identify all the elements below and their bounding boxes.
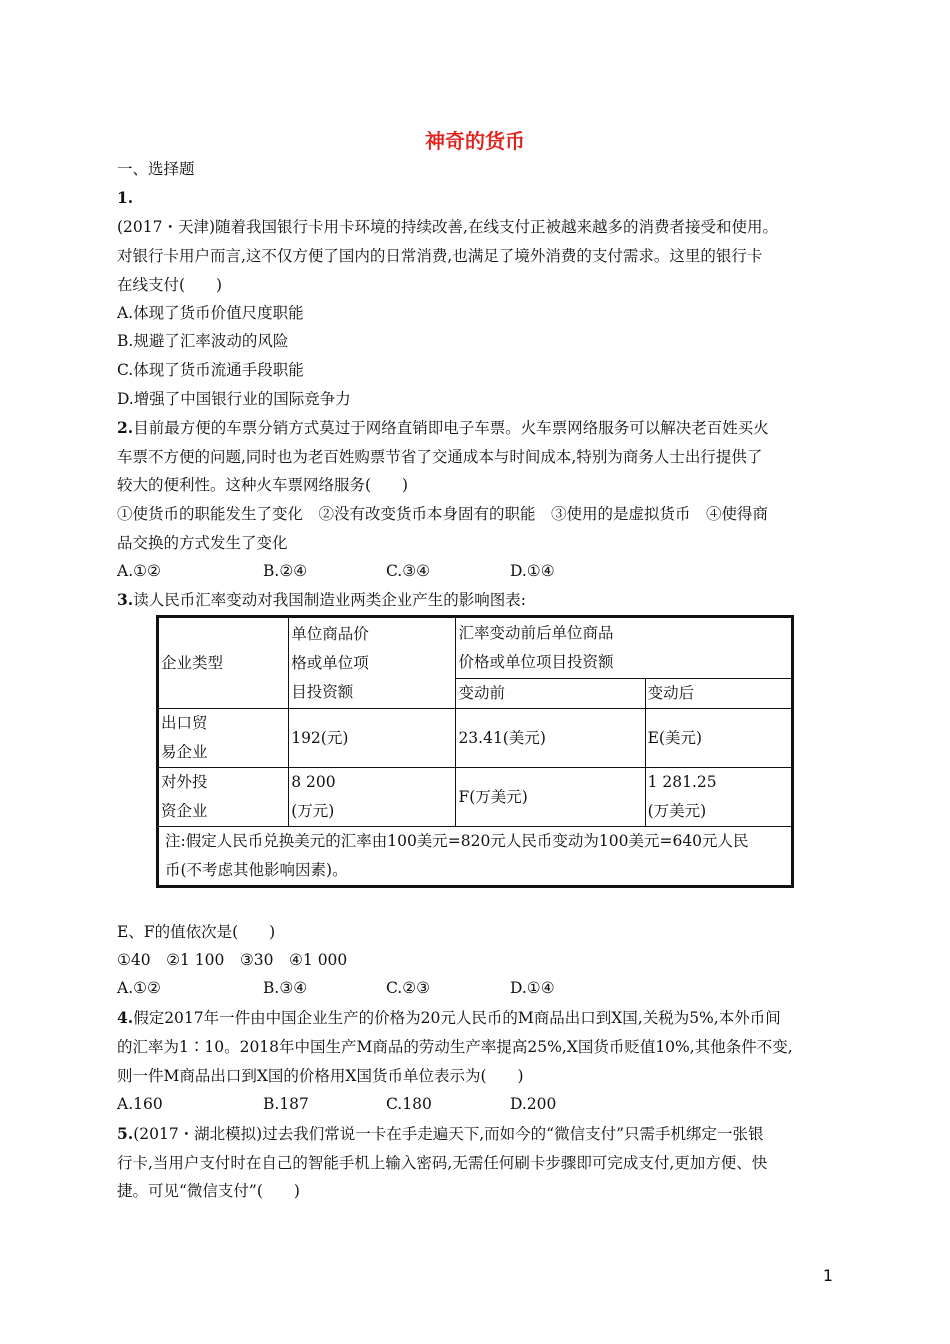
question-1-option-a: A.体现了货币价值尺度职能 — [117, 304, 304, 322]
question-5-text-line: 行卡,当用户支付时在自己的智能手机上输入密码,无需任何刷卡步骤即可完成支付,更加方便、快 — [117, 1154, 768, 1172]
question-1-option-b: B.规避了汇率波动的风险 — [117, 332, 289, 350]
row-export-after: E(美元) — [645, 709, 792, 768]
question-4-option-b: B.187 — [263, 1095, 309, 1113]
row-investment-name: 对外投 资企业 — [158, 768, 289, 827]
header-enterprise-type: 企业类型 — [158, 617, 289, 709]
question-4-number: 4. — [117, 1008, 134, 1027]
header-before: 变动前 — [456, 679, 645, 709]
row-export-price: 192(元) — [289, 709, 456, 768]
question-1-text-line: 在线支付( ) — [117, 276, 223, 294]
header-unit-price: 单位商品价 格或单位项 目投资额 — [289, 617, 456, 709]
question-2-statements-line: ①使货币的职能发生了变化 ②没有改变货币本身固有的职能 ③使用的是虚拟货币 ④使得商 — [117, 505, 769, 523]
row-investment-before: F(万美元) — [456, 768, 645, 827]
question-1-text-line: 对银行卡用户而言,这不仅方便了国内的日常消费,也满足了境外消费的支付需求。这里的银行卡 — [117, 247, 763, 265]
question-3-prompt: E、F的值依次是( ) — [117, 923, 276, 941]
question-3-text-line: 3.读人民币汇率变动对我国制造业两类企业产生的影响图表: — [117, 590, 526, 609]
question-1-number: 1. — [117, 188, 134, 207]
row-investment-price: 8 200 (万元) — [289, 768, 456, 827]
page-number: 1 — [822, 1266, 833, 1285]
question-2-text-line: 2.目前最方便的车票分销方式莫过于网络直销即电子车票。火车票网络服务可以解决老百姓买火 — [117, 418, 769, 437]
question-1-option-c: C.体现了货币流通手段职能 — [117, 361, 304, 379]
question-5-number: 5. — [117, 1124, 134, 1143]
question-5-text-line: 5.(2017・湖北模拟)过去我们常说一卡在手走遍天下,而如今的“微信支付”只需手机绑定一张银 — [117, 1124, 764, 1143]
table-note: 注:假定人民币兑换美元的汇率由100美元=820元人民币变动为100美元=640元人民 币(不考虑其他影响因素)。 — [158, 827, 793, 887]
question-4-option-c: C.180 — [386, 1095, 432, 1113]
question-2-number: 2. — [117, 418, 134, 437]
question-3-choices: ①40 ②1 100 ③30 ④1 000 — [117, 951, 348, 969]
question-2-option-b: B.②④ — [263, 562, 308, 580]
question-4-text-line: 则一件M商品出口到X国的价格用X国货币单位表示为( ) — [117, 1067, 524, 1085]
question-4-text-line: 4.假定2017年一件由中国企业生产的价格为20元人民币的M商品出口到X国,关税为5%,本外币间 — [117, 1008, 781, 1027]
question-3-option-d: D.①④ — [510, 979, 555, 997]
question-3-option-b: B.③④ — [263, 979, 308, 997]
question-5-text-line: 捷。可见“微信支付”( ) — [117, 1182, 300, 1200]
page-title: 神奇的货币 — [425, 129, 525, 153]
question-2-statements-line: 品交换的方式发生了变化 — [117, 534, 288, 552]
row-investment-after: 1 281.25 (万美元) — [645, 768, 792, 827]
question-2-text-line: 较大的便利性。这种火车票网络服务( ) — [117, 476, 409, 494]
row-export-name: 出口贸 易企业 — [158, 709, 289, 768]
question-2-text-line: 车票不方便的问题,同时也为老百姓购票节省了交通成本与时间成本,特别为商务人士出行提供了 — [117, 448, 763, 466]
question-4-option-d: D.200 — [510, 1095, 557, 1113]
question-2-option-a: A.①② — [117, 562, 161, 580]
question-3-option-c: C.②③ — [386, 979, 431, 997]
question-4-option-a: A.160 — [117, 1095, 163, 1113]
question-3-option-a: A.①② — [117, 979, 161, 997]
row-export-before: 23.41(美元) — [456, 709, 645, 768]
question-2-option-c: C.③④ — [386, 562, 431, 580]
header-rate-change: 汇率变动前后单位商品 价格或单位项目投资额 — [456, 617, 793, 679]
question-4-text-line: 的汇率为1∶10。2018年中国生产M商品的劳动生产率提高25%,X国货币贬值10%,其他条件不变, — [117, 1038, 793, 1056]
header-after: 变动后 — [645, 679, 792, 709]
question-3-number: 3. — [117, 590, 134, 609]
question-2-option-d: D.①④ — [510, 562, 555, 580]
question-1-text-line: (2017・天津)随着我国银行卡用卡环境的持续改善,在线支付正被越来越多的消费者接受和使用。 — [117, 218, 778, 236]
exchange-rate-table — [156, 615, 794, 888]
section-heading: 一、选择题 — [117, 160, 195, 178]
question-1-option-d: D.增强了中国银行业的国际竞争力 — [117, 390, 351, 408]
